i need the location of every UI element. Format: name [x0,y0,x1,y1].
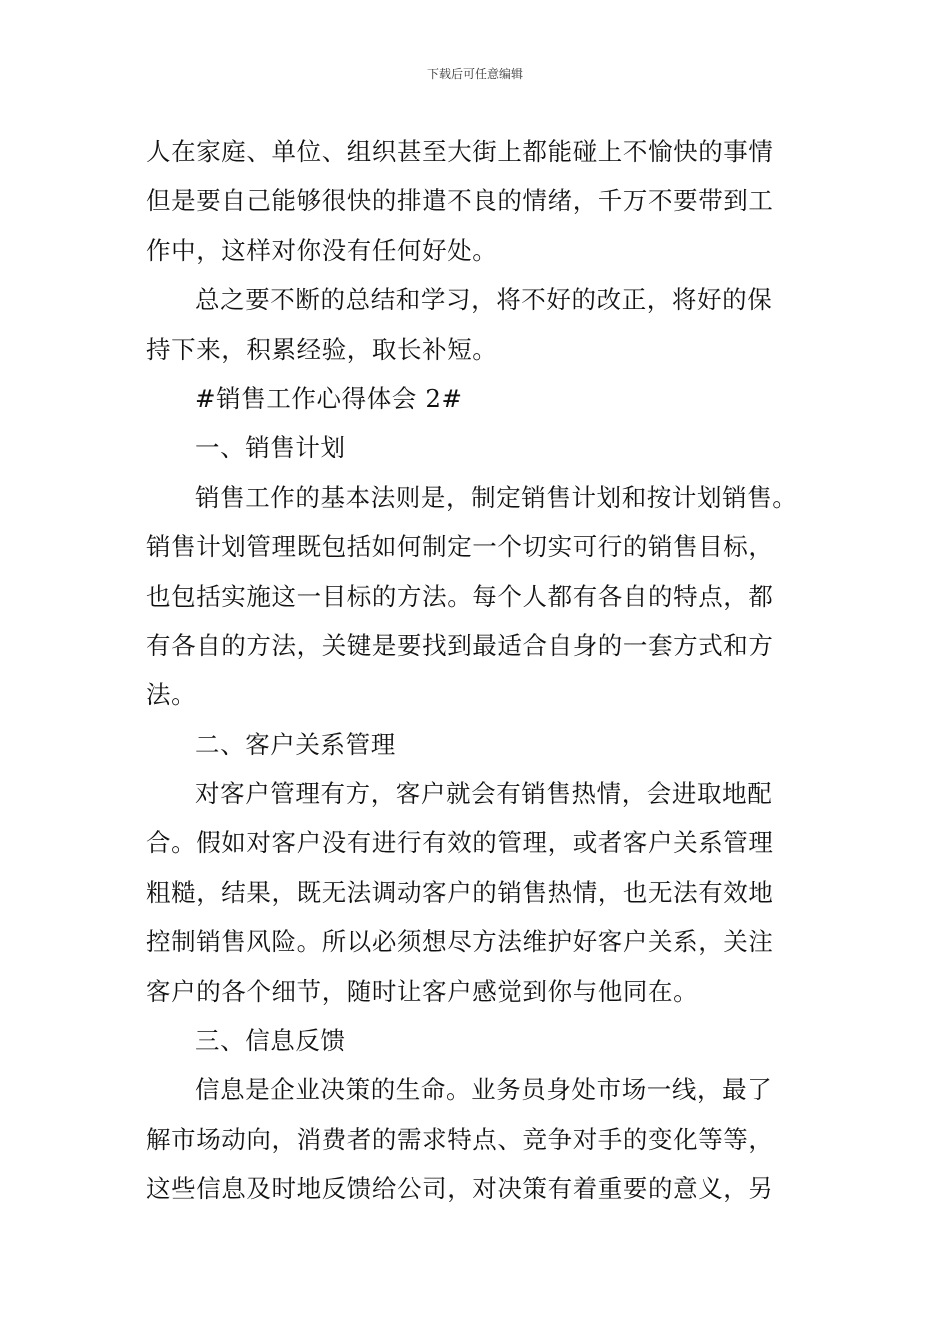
page-header: 下载后可任意编辑 [426,67,523,81]
text-line: 控制销售风险。所以必须想尽方法维护好客户关系，关注 [146,927,774,957]
text-line: #销售工作心得体会 2# [195,383,463,413]
text-line: 销售工作的基本法则是，制定销售计划和按计划销售。 [195,482,798,512]
text-line: 二、客户关系管理 [195,729,396,759]
text-line: 这些信息及时地反馈给公司，对决策有着重要的意义，另 [146,1174,774,1204]
document-body [146,127,816,1214]
text-line: 对客户管理有方，客户就会有销售热情，会进取地配 [195,779,773,809]
text-line: 信息是企业决策的生命。业务员身处市场一线，最了 [195,1075,773,1105]
text-line: 总之要不断的总结和学习，将不好的改正，将好的保 [195,285,773,315]
text-line: 但是要自己能够很快的排遣不良的情绪，千万不要带到工 [146,186,774,216]
text-line: 也包括实施这一目标的方法。每个人都有各自的特点，都 [146,581,774,611]
text-line: 作中，这样对你没有任何好处。 [146,235,498,265]
text-line: 客户的各个细节，随时让客户感觉到你与他同在。 [146,976,699,1006]
text-line: 持下来，积累经验，取长补短。 [146,334,498,364]
text-line: 法。 [146,680,197,710]
text-line: 合。假如对客户没有进行有效的管理，或者客户关系管理 [146,828,774,858]
text-line: 有各自的方法，关键是要找到最适合自身的一套方式和方 [146,630,774,660]
text-line: 人在家庭、单位、组织甚至大街上都能碰上不愉快的事情 [146,137,774,166]
text-line: 粗糙，结果，既无法调动客户的销售热情，也无法有效地 [146,877,774,907]
text-line: 三、信息反馈 [195,1026,346,1056]
text-line: 销售计划管理既包括如何制定一个切实可行的销售目标， [146,532,774,562]
text-line: 解市场动向，消费者的需求特点、竞争对手的变化等等， [146,1124,774,1154]
text-line: 一、销售计划 [195,433,346,463]
